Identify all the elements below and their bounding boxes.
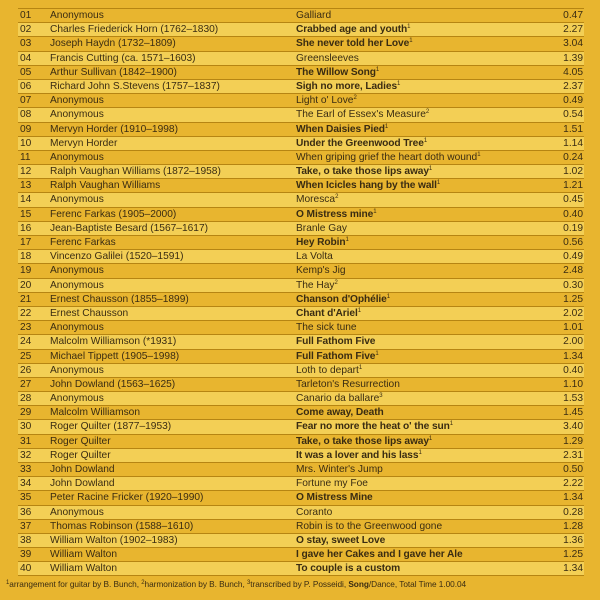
track-title-text: To couple is a custom [296,563,401,575]
track-title [296,151,522,164]
track-duration: 0.40 [563,208,583,220]
track-number: 22 [20,307,32,319]
track-composer: Anonymous [50,95,104,107]
track-row [18,377,584,391]
track-title [296,435,522,448]
track-title-text: Sigh no more, Ladies [296,80,398,92]
track-title [296,250,522,263]
track-title-text: O Mistress mine [296,208,374,220]
track-composer: Anonymous [50,194,104,206]
track-duration: 2.31 [563,449,583,461]
track-duration: 1.34 [563,563,583,575]
footnote-reference: 1 [375,350,379,357]
footnote-reference: 1 [397,80,401,87]
track-title-text: Robin is to the Greenwood gone [296,520,443,532]
track-title [296,23,522,36]
track-duration: 1.14 [563,137,583,149]
footnote-marker-1: 1 [6,580,10,586]
track-title [296,66,522,79]
track-title-text: Chant d'Ariel [296,307,358,319]
track-duration: 4.05 [563,66,583,78]
track-number: 03 [20,38,32,50]
track-row [18,533,584,547]
track-title [296,264,522,277]
track-composer: Joseph Haydn (1732–1809) [50,38,176,50]
track-title [296,392,522,405]
track-duration: 1.36 [563,534,583,546]
track-row [18,278,584,292]
track-number: 19 [20,265,32,277]
track-composer: Arthur Sullivan (1842–1900) [50,66,177,78]
track-title-text: She never told her Love [296,38,410,50]
track-number: 39 [20,549,32,561]
track-title [296,80,522,93]
track-composer: Malcolm Williamson (*1931) [50,336,177,348]
track-composer: Ralph Vaughan Williams [50,180,161,192]
track-row [18,150,584,164]
track-duration: 0.49 [563,251,583,263]
track-duration: 0.24 [563,151,583,163]
track-title [296,123,522,136]
track-row [18,547,584,561]
track-composer: Roger Quilter (1877–1953) [50,421,172,433]
track-title-text: Canario da ballare [296,393,380,405]
footnote-text-1: arrangement for guitar by B. Bunch, [9,579,142,589]
track-duration: 3.40 [563,421,583,433]
track-row [18,448,584,462]
track-composer: Malcolm Williamson [50,407,141,419]
track-row [18,405,584,419]
track-title-text: Chanson d'Ophélie [296,293,387,305]
footnote-reference: 2 [335,194,339,201]
track-row [18,107,584,121]
track-row [18,320,584,334]
track-title [296,321,522,334]
track-number: 01 [20,10,32,21]
track-composer: Mervyn Horder [50,137,118,149]
track-number: 11 [20,151,31,163]
track-title [296,208,522,221]
track-number: 05 [20,66,32,78]
track-row [18,292,584,306]
track-list [18,8,584,576]
track-composer: William Walton [50,549,117,561]
track-title [296,165,522,178]
track-row [18,164,584,178]
track-number: 25 [20,350,32,362]
track-title-text: The Hay [296,279,335,291]
track-row [18,221,584,235]
track-title-text: When Daisies Pied [296,123,385,135]
track-composer: William Walton (1902–1983) [50,534,178,546]
track-duration: 2.22 [563,478,583,490]
track-number: 16 [20,222,32,234]
track-title [296,37,522,50]
track-duration: 1.02 [563,166,583,178]
track-duration: 2.48 [563,265,583,277]
footnote [6,579,596,589]
track-title-text: Hey Robin [296,237,346,248]
track-duration: 2.37 [563,80,583,92]
track-title [296,279,522,292]
track-row [18,490,584,504]
track-title [296,449,522,462]
track-title-text: The Earl of Essex's Measure [296,109,426,121]
track-number: 26 [20,364,32,376]
track-title [296,562,522,575]
track-title [296,420,522,433]
track-composer: John Dowland [50,464,115,475]
track-title-text: Galliard [296,10,332,21]
track-duration: 0.49 [563,95,583,107]
footnote-reference: 1 [384,123,389,130]
track-duration: 3.04 [563,38,583,50]
track-title [296,477,522,490]
track-title-text: O Mistress Mine [296,492,373,504]
track-title-text: Full Fathom Five [296,350,376,362]
track-number: 32 [20,449,32,461]
track-composer: Anonymous [50,322,104,334]
track-composer: Anonymous [50,279,104,291]
track-duration: 0.56 [563,237,583,248]
track-title-text: When Icicles hang by the wall [296,180,437,192]
track-duration: 1.29 [563,435,583,447]
track-duration: 1.25 [563,549,583,561]
track-title-text: La Volta [296,251,333,263]
track-composer: Ferenc Farkas [50,237,116,248]
track-duration: 1.25 [563,293,583,305]
track-title [296,520,522,533]
track-composer: Ernest Chausson (1855–1899) [50,293,189,305]
track-composer: Francis Cutting (ca. 1571–1603) [50,52,196,64]
track-number: 33 [20,464,32,475]
track-row [18,476,584,490]
track-row [18,51,584,65]
track-composer: Roger Quilter [50,435,111,447]
track-title [296,378,522,391]
track-number: 27 [20,378,32,390]
track-row [18,36,584,50]
footnote-reference: 1 [386,293,390,300]
track-number: 37 [20,520,32,532]
track-title-text: O stay, sweet Love [296,534,386,546]
footnote-reference: 1 [423,137,428,144]
track-number: 17 [20,237,32,248]
track-number: 14 [20,194,32,206]
track-composer: Anonymous [50,364,104,376]
footnote-reference: 1 [345,237,349,243]
track-title-text: Come away, Death [296,407,384,419]
track-number: 29 [20,407,32,419]
track-title [296,94,522,107]
footnote-marker-2: 2 [141,580,145,586]
track-number: 02 [20,24,32,36]
track-title-text: Crabbed age and youth [296,24,408,36]
track-duration: 1.21 [563,180,583,192]
track-number: 34 [20,478,32,490]
footnote-reference: 1 [373,208,377,215]
track-row [18,363,584,377]
track-composer: Thomas Robinson (1588–1610) [50,520,194,532]
track-number: 20 [20,279,32,291]
track-title-text: Moresca [296,194,336,206]
track-title [296,193,522,206]
footnote-reference: 1 [449,421,454,428]
track-row [18,306,584,320]
track-title [296,534,522,547]
track-duration: 1.10 [563,378,583,390]
footnote-reference: 1 [409,38,413,45]
footnote-reference: 3 [379,393,383,400]
track-title-text: Coranto [296,506,333,518]
track-title-text: Kemp's Jig [296,265,346,277]
footnote-text-4: /Dance, Total Time 1.00.04 [368,579,467,589]
track-row [18,249,584,263]
track-row [18,122,584,136]
track-duration: 2.00 [563,336,583,348]
track-title [296,463,522,476]
footnote-reference: 2 [353,95,357,102]
track-title [296,293,522,306]
track-number: 31 [20,435,32,447]
track-number: 13 [20,180,32,192]
track-title [296,222,522,235]
footnote-reference: 1 [375,66,380,73]
footnote-reference: 1 [477,151,481,158]
track-composer: John Dowland (1563–1625) [50,378,176,390]
track-composer: Ernest Chausson [50,307,129,319]
track-duration: 1.51 [563,123,583,135]
track-row [18,178,584,192]
track-number: 23 [20,322,32,334]
track-number: 18 [20,251,32,263]
track-number: 07 [20,95,32,107]
track-row [18,334,584,348]
track-title-text: Tarleton's Resurrection [296,378,400,390]
track-row [18,8,584,22]
track-row [18,79,584,93]
track-number: 35 [20,492,32,504]
track-number: 09 [20,123,32,135]
track-title-text: Branle Gay [296,222,347,234]
footnote-reference: 1 [357,307,361,314]
track-number: 21 [20,293,32,305]
track-title-text: Loth to depart [296,364,359,376]
track-title-text: The sick tune [296,322,357,334]
footnote-text-2: harmonization by B. Bunch, [144,579,247,589]
track-number: 38 [20,534,32,546]
track-title [296,236,522,249]
track-row [18,263,584,277]
track-composer: Michael Tippett (1905–1998) [50,350,180,362]
footnote-song-label: Song [348,579,369,589]
track-number: 10 [20,137,32,149]
track-composer: Anonymous [50,393,104,405]
track-duration: 0.50 [563,464,583,475]
track-composer: William Walton [50,563,117,575]
track-composer: Charles Friederick Horn (1762–1830) [50,24,219,36]
track-title-text: Light o' Love [296,95,354,107]
track-row [18,207,584,221]
track-number: 28 [20,393,32,405]
track-row [18,22,584,36]
track-composer: Jean-Baptiste Besard (1567–1617) [50,222,209,234]
track-duration: 1.34 [563,350,583,362]
footnote-reference: 2 [334,279,338,286]
track-duration: 1.28 [563,520,583,532]
track-row [18,434,584,448]
track-row [18,391,584,405]
track-composer: Ralph Vaughan Williams (1872–1958) [50,166,221,178]
track-duration: 0.19 [563,222,583,234]
track-row [18,505,584,519]
track-title-text: When griping grief the heart doth wound [296,151,478,163]
footnote-reference: 2 [425,109,430,116]
track-duration: 1.53 [563,393,583,405]
track-title-text: It was a lover and his lass [296,449,419,461]
footnote-reference: 1 [428,166,433,173]
track-title [296,491,522,504]
track-row [18,462,584,476]
track-row [18,349,584,363]
track-row [18,419,584,433]
track-number: 36 [20,506,32,518]
track-duration: 0.28 [563,506,583,518]
track-title-text: Fear no more the heat o' the sun [296,421,450,433]
track-composer: Mervyn Horder (1910–1998) [50,123,178,135]
footnote-reference: 1 [358,364,363,371]
track-title [296,52,522,65]
track-row [18,65,584,79]
footnote-marker-3: 3 [246,580,251,586]
footnote-reference: 1 [428,435,433,442]
track-composer: Peter Racine Fricker (1920–1990) [50,492,204,504]
track-duration: 2.27 [563,24,583,36]
track-title [296,506,522,519]
track-duration: 0.45 [563,194,583,206]
track-number: 40 [20,563,32,575]
track-title-text: Take, o take those lips away [296,435,429,447]
track-title-text: Mrs. Winter's Jump [296,464,383,475]
track-title-text: Greensleeves [296,52,359,64]
track-title [296,350,522,363]
track-duration: 0.54 [563,109,583,121]
track-title-text: Under the Greenwood Tree [296,137,424,149]
track-row [18,235,584,249]
track-duration: 0.47 [563,10,583,21]
track-duration: 0.30 [563,279,583,291]
track-title-text: Fortune my Foe [296,478,368,490]
track-composer: Anonymous [50,109,104,121]
footnote-reference: 1 [436,180,441,187]
track-title-text: I gave her Cakes and I gave her Ale [296,549,463,561]
track-composer: Roger Quilter [50,449,111,461]
track-row [18,192,584,206]
track-duration: 0.40 [563,364,583,376]
track-number: 06 [20,80,32,92]
track-composer: Vincenzo Galilei (1520–1591) [50,251,184,263]
track-title [296,137,522,150]
track-title [296,335,522,348]
track-duration: 1.34 [563,492,583,504]
track-row [18,93,584,107]
track-title-text: Full Fathom Five [296,336,376,348]
footnote-text-3: transcribed by P. Posseidi, [250,579,349,589]
track-title [296,9,522,22]
track-composer: Anonymous [50,506,104,518]
track-composer: Richard John S.Stevens (1757–1837) [50,80,220,92]
track-duration: 1.01 [563,322,583,334]
track-duration: 1.45 [563,407,583,419]
track-row [18,519,584,533]
track-title-text: Take, o take those lips away [296,166,429,178]
footnote-reference: 1 [407,24,411,31]
track-title [296,364,522,377]
track-number: 24 [20,336,32,348]
track-composer: Anonymous [50,265,104,277]
track-row [18,561,584,575]
track-title-text: The Willow Song [296,66,376,78]
track-duration: 1.39 [563,52,583,64]
track-composer: Anonymous [50,10,104,21]
track-row [18,136,584,150]
track-number: 08 [20,109,32,121]
track-number: 04 [20,52,32,64]
track-title [296,406,522,419]
track-number: 30 [20,421,32,433]
track-title [296,307,522,320]
track-composer: Ferenc Farkas (1905–2000) [50,208,177,220]
track-duration: 2.02 [563,307,583,319]
track-composer: John Dowland [50,478,115,490]
track-number: 12 [20,166,32,178]
track-title [296,108,522,121]
track-number: 15 [20,208,32,220]
footnote-reference: 1 [418,449,422,456]
track-title [296,179,522,192]
track-composer: Anonymous [50,151,104,163]
track-title [296,548,522,561]
